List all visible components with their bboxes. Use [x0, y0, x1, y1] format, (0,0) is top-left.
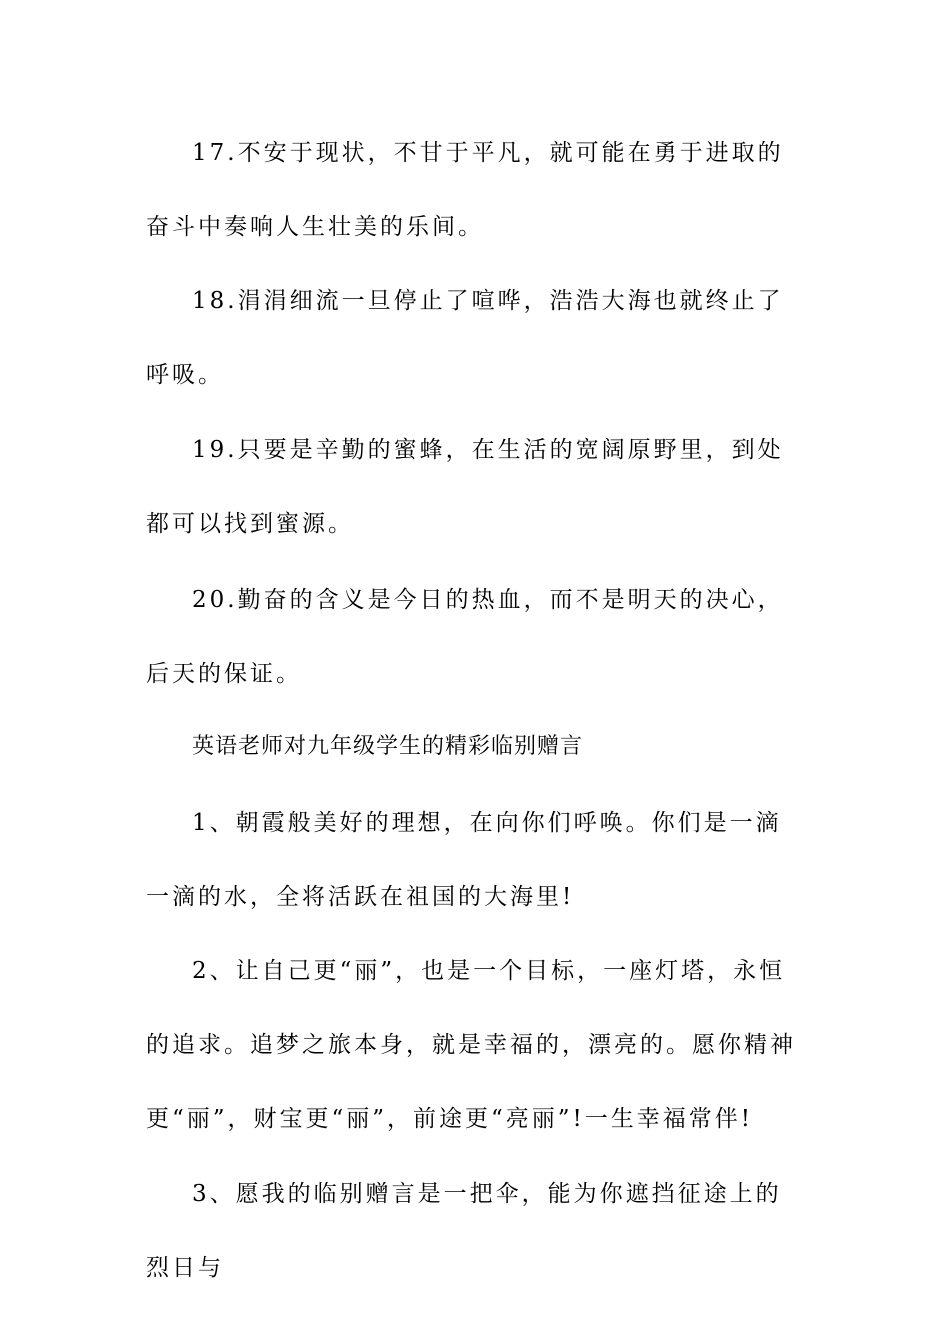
paragraph-19: 19.只要是辛勤的蜜蜂，在生活的宽阔原野里，到处都可以找到蜜源。 — [146, 437, 784, 537]
section-title: 英语老师对九年级学生的精彩临别赠言 — [192, 734, 584, 759]
section-paragraph-1: 1、朝霞般美好的理想，在向你们呼唤。你们是一滴一滴的水，全将活跃在祖国的大海里! — [146, 810, 782, 910]
section-paragraph-2: 2、让自己更“丽”，也是一个目标，一座灯塔，永恒的追求。追梦之旅本身，就是幸福的，漂亮的。愿你精神更“丽”，财宝更“丽”，前途更“亮丽”!一生幸福常伴! — [146, 958, 796, 1132]
paragraph-18: 18.涓涓细流一旦停止了喧哗，浩浩大海也就终止了呼吸。 — [146, 288, 784, 388]
paragraph-17: 17.不安于现状，不甘于平凡，就可能在勇于进取的奋斗中奏响人生壮美的乐间。 — [146, 140, 784, 240]
section-paragraph-3: 3、愿我的临别赠言是一把伞，能为你遮挡征途上的烈日与 — [146, 1181, 782, 1281]
paragraph-20: 20.勤奋的含义是今日的热血，而不是明天的决心，后天的保证。 — [146, 587, 784, 687]
